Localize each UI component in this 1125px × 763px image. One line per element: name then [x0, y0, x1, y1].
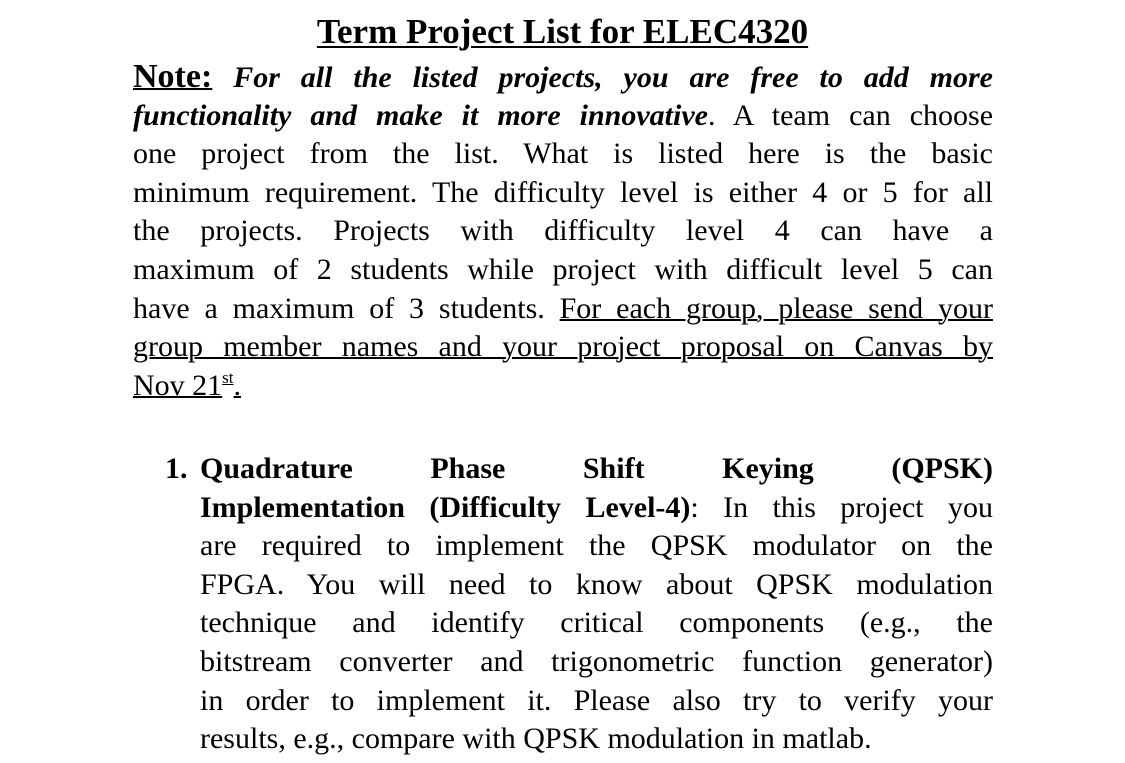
- text-line: [200, 604, 993, 643]
- text-segment: . A team can choose: [707, 98, 994, 132]
- text-segment: have a maximum of 3 students.: [133, 291, 560, 325]
- text-line: [133, 212, 993, 251]
- text-segment: FPGA. You will need to know about QPSK modulation: [200, 567, 993, 601]
- text-segment: For each group, please send your: [559, 291, 993, 325]
- text-segment: technique and identify critical components (e.g., the: [200, 606, 993, 640]
- text-line: [133, 97, 993, 136]
- text-segment: functionality and make it more innovative: [133, 98, 708, 132]
- project-item-1: [165, 450, 993, 759]
- text-line: [133, 58, 993, 97]
- text-segment: minimum requirement. The difficulty level is either 4 or 5 for all: [133, 175, 993, 209]
- list-number: 1.: [165, 452, 188, 485]
- text-segment: one project from the list. What is listed here is the basic: [133, 137, 993, 171]
- text-segment: .: [233, 368, 242, 402]
- text-segment: in order to implement it. Please also try to verify your: [200, 683, 993, 717]
- text-line: [133, 135, 993, 174]
- text-line: [200, 566, 993, 605]
- text-segment: st: [222, 367, 234, 387]
- text-segment: Implementation (Difficulty Level-4): [200, 490, 691, 524]
- text-line: [200, 643, 993, 682]
- text-line: [200, 489, 993, 528]
- project-description: [200, 450, 993, 759]
- text-line: [200, 450, 993, 489]
- text-segment: Note:: [133, 58, 213, 95]
- text-segment: the projects. Projects with difficulty level 4 can have a: [133, 214, 993, 248]
- text-segment: Nov 21: [133, 368, 223, 402]
- text-line: [200, 682, 993, 721]
- text-line: [133, 174, 993, 213]
- text-segment: maximum of 2 students while project with difficult level 5 can: [133, 252, 993, 286]
- text-segment: bitstream converter and trigonometric function generator): [200, 644, 993, 678]
- text-segment: results, e.g., compare with QPSK modulation in matlab.: [200, 722, 872, 756]
- text-segment: For all the listed projects, you are free to add more: [212, 61, 993, 94]
- text-line: [133, 328, 993, 367]
- text-line: [133, 251, 993, 290]
- text-segment: : In this project you: [690, 490, 994, 524]
- document-title: Term Project List for ELEC4320: [316, 12, 809, 51]
- text-line: [133, 367, 993, 406]
- note-paragraph: [133, 58, 993, 405]
- text-segment: Quadrature Phase Shift Keying (QPSK): [200, 452, 993, 485]
- text-segment: are required to implement the QPSK modulator on the: [200, 529, 993, 563]
- text-line: [200, 720, 993, 759]
- text-line: [200, 527, 993, 566]
- text-line: [133, 290, 993, 329]
- text-segment: group member names and your project proposal on Canvas by: [133, 330, 993, 364]
